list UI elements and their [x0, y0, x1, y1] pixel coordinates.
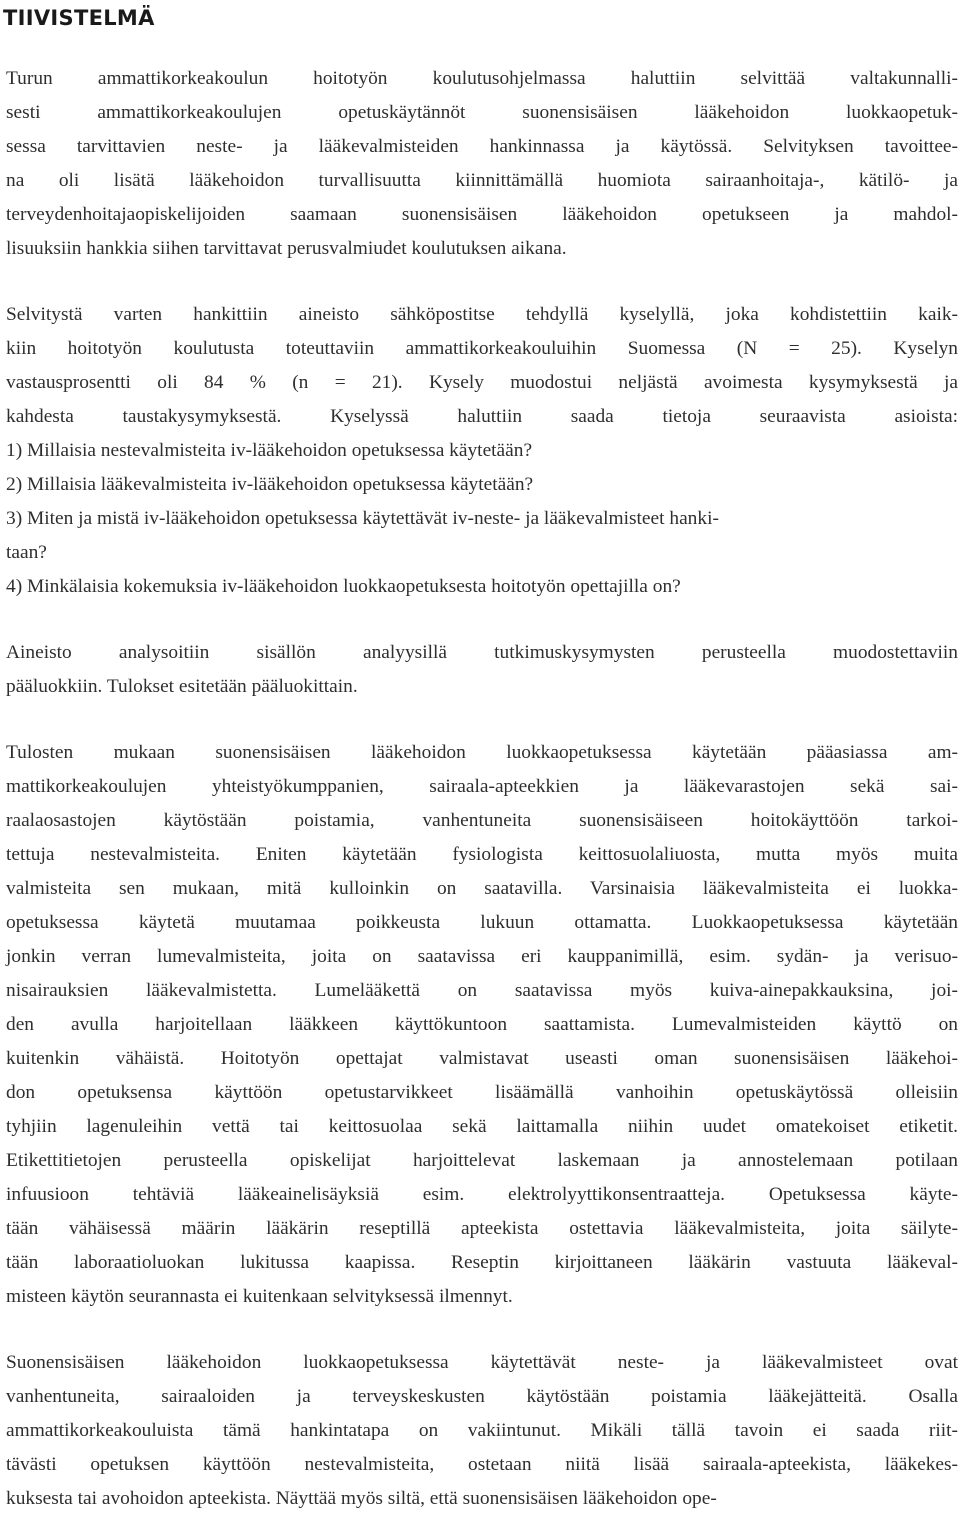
paragraph [6, 62, 958, 266]
text-line: Turun ammattikorkeakoulun hoitotyön koulutusohjelmassa haluttiin selvittää valtakunnalli- [6, 68, 958, 89]
text-line: Suonensisäisen lääkehoidon luokkaopetuksessa käytettävät neste- ja lääkevalmisteet ovat [6, 1352, 958, 1373]
text-line: ammattikorkeakouluista tämä hankintatapa on vakiintunut. Mikäli tällä tavoin ei saada riit- [6, 1420, 958, 1441]
text-line: tään laboraatioluokan lukitussa kaapissa. Reseptin kirjoittaneen lääkärin vastuuta lääkeval- [6, 1252, 958, 1273]
text-line: 2) Millaisia lääkevalmisteita iv-lääkehoidon opetuksessa käytetään? [6, 474, 534, 495]
paragraph [6, 736, 958, 1314]
text-line: Etikettitietojen perusteella opiskelijat harjoittelevat laskemaan ja annostelemaan potilaan [6, 1150, 958, 1171]
text-line: na oli lisätä lääkehoidon turvallisuutta kiinnittämällä huomiota sairaanhoitaja-, kätilö- ja [6, 170, 958, 191]
text-line: sesti ammattikorkeakoulujen opetuskäytännöt suonensisäisen lääkehoidon luokkaopetuk- [6, 102, 958, 123]
text-line: tään vähäisessä määrin lääkärin reseptillä apteekista ostettavia lääkevalmisteita, joita säilyte- [6, 1218, 958, 1239]
summary-body [6, 62, 958, 1516]
text-line: Tulosten mukaan suonensisäisen lääkehoidon luokkaopetuksessa käytetään pääasiassa am- [6, 742, 958, 763]
text-line: jonkin verran lumevalmisteita, joita on saatavissa eri kauppanimillä, esim. sydän- ja verisuo- [6, 946, 958, 967]
text-line: mattikorkeakoulujen yhteistyökumppanien, sairaala-apteekkien ja lääkevarastojen sekä sai- [6, 776, 958, 797]
text-line: Aineisto analysoitiin sisällön analyysillä tutkimuskysymysten perusteella muodostettaviin [6, 642, 958, 663]
page-title: TIIVISTELMÄ [3, 6, 155, 30]
text-line: tävästi opetuksen käyttöön nestevalmisteita, ostetaan niitä lisää sairaala-apteekista, lääkekes- [6, 1454, 958, 1475]
text-line: kahdesta taustakysymyksestä. Kyselyssä haluttiin saada tietoja seuraavista asioista: [6, 406, 958, 427]
text-line: tyhjiin lagenuleihin vettä tai keittosuolaa sekä laittamalla niihin uudet omatekoiset etiketit. [6, 1116, 958, 1137]
text-line: Selvitystä varten hankittiin aineisto sähköpostitse tehdyllä kyselyllä, joka kohdistettiin kaik- [6, 304, 958, 325]
text-line: den avulla harjoitellaan lääkkeen käyttökuntoon saattamista. Lumevalmisteiden käyttö on [6, 1014, 958, 1035]
paragraph [6, 1346, 958, 1516]
text-line: misteen käytön seurannasta ei kuitenkaan selvityksessä ilmennyt. [6, 1286, 513, 1307]
text-line: raalaosastojen käytöstään poistamia, vanhentuneita suonensisäiseen hoitokäyttöön tarkoi- [6, 810, 958, 831]
text-line: sessa tarvittavien neste- ja lääkevalmisteiden hankinnassa ja käytössä. Selvityksen tavoittee- [6, 136, 958, 157]
text-line: 3) Miten ja mistä iv-lääkehoidon opetuksessa käytettävät iv-neste- ja lääkevalmisteet hanki- [6, 508, 719, 529]
paragraph-gap [6, 266, 958, 298]
text-line: kuksesta tai avohoidon apteekista. Näyttää myös siltä, että suonensisäisen lääkehoidon ope- [6, 1488, 717, 1509]
paragraph [6, 636, 958, 704]
paragraph-gap [6, 604, 958, 636]
paragraph-gap [6, 704, 958, 736]
text-line: nisairauksien lääkevalmistetta. Lumelääkettä on saatavissa myös kuiva-ainepakkauksina, joi- [6, 980, 958, 1001]
paragraph [6, 298, 958, 604]
text-line: infuusioon tehtäviä lääkeainelisäyksiä esim. elektrolyyttikonsentraatteja. Opetuksessa käyte- [6, 1184, 958, 1205]
text-line: taan? [6, 542, 47, 563]
text-line: pääluokkiin. Tulokset esitetään pääluokittain. [6, 676, 358, 697]
text-line: tettuja nestevalmisteita. Eniten käytetään fysiologista keittosuolaliuosta, mutta myös muita [6, 844, 958, 865]
text-line: kiin hoitotyön koulutusta toteuttaviin ammattikorkeakouluihin Suomessa (N = 25). Kyselyn [6, 338, 958, 359]
text-line: valmisteita sen mukaan, mitä kulloinkin on saatavilla. Varsinaisia lääkevalmisteita ei luokka- [6, 878, 958, 899]
text-line: opetuksessa käytetä muutamaa poikkeusta lukuun ottamatta. Luokkaopetuksessa käytetään [6, 912, 958, 933]
text-line: lisuuksiin hankkia siihen tarvittavat perusvalmiudet koulutuksen aikana. [6, 238, 567, 259]
text-line: terveydenhoitajaopiskelijoiden saamaan suonensisäisen lääkehoidon opetukseen ja mahdol- [6, 204, 958, 225]
text-line: vastausprosentti oli 84 % (n = 21). Kysely muodostui neljästä avoimesta kysymyksestä ja [6, 372, 958, 393]
paragraph-gap [6, 1314, 958, 1346]
text-line: 1) Millaisia nestevalmisteita iv-lääkehoidon opetuksessa käytetään? [6, 440, 533, 461]
text-line: 4) Minkälaisia kokemuksia iv-lääkehoidon luokkaopetuksesta hoitotyön opettajilla on? [6, 576, 681, 597]
text-line: don opetuksensa käyttöön opetustarvikkeet lisäämällä vanhoihin opetuskäytössä olleisiin [6, 1082, 958, 1103]
text-line: kuitenkin vähäistä. Hoitotyön opettajat valmistavat useasti oman suonensisäisen lääkehoi- [6, 1048, 958, 1069]
text-line: vanhentuneita, sairaaloiden ja terveyskeskusten käytöstään poistamia lääkejätteitä. Osalla [6, 1386, 958, 1407]
